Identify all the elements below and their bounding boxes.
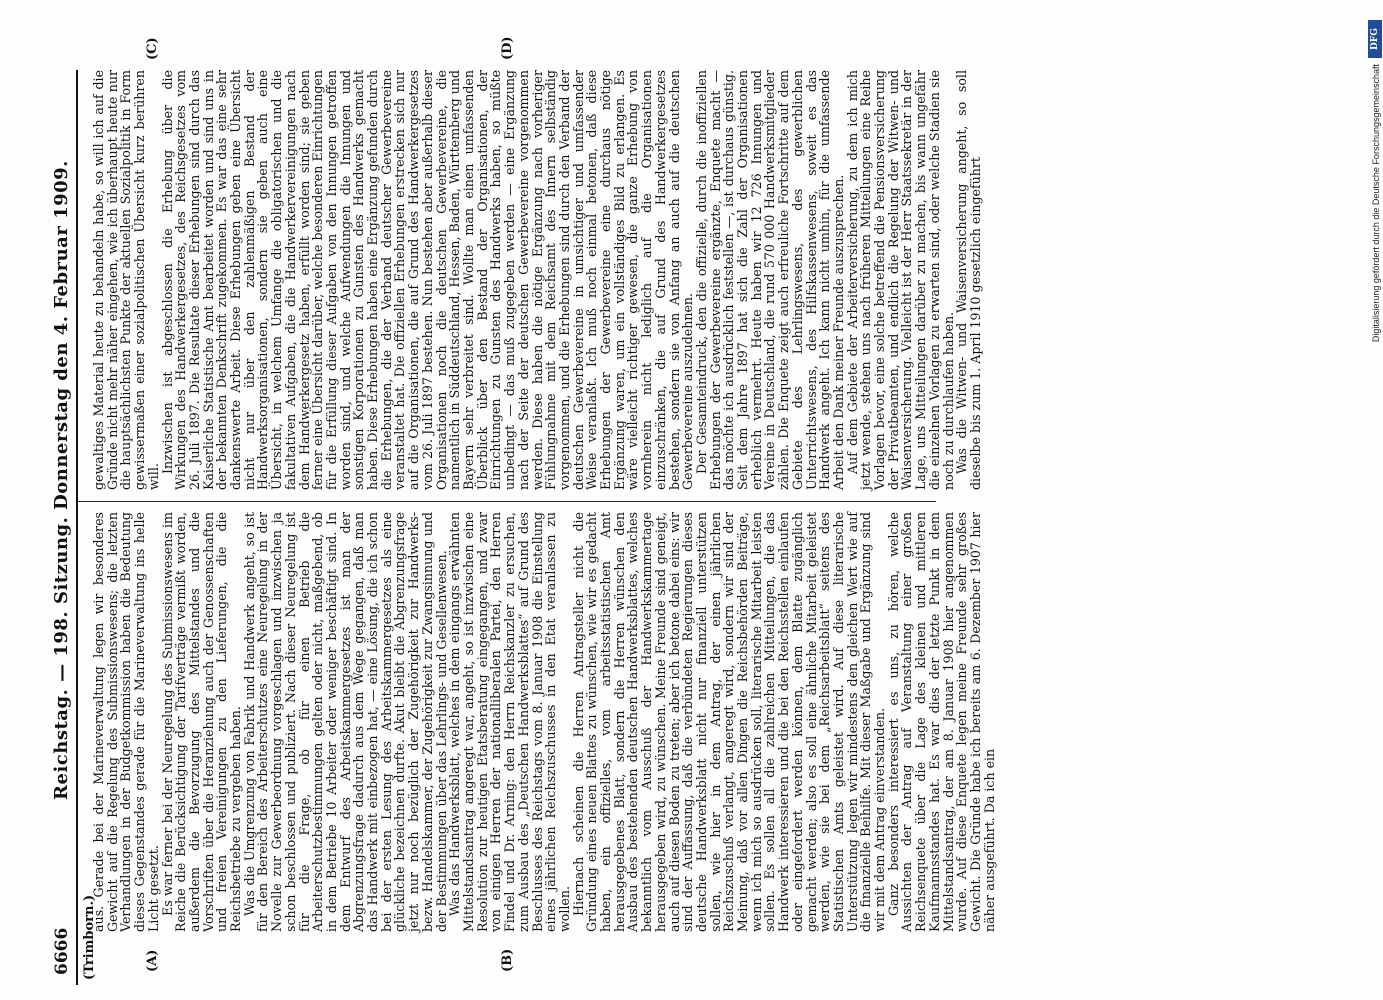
right-column xyxy=(91,70,983,490)
margin-marker-d: (D) xyxy=(500,36,515,60)
credit-text: Digitalisierung gefördert durch die Deutsche Forschungsgemeinschaft xyxy=(1371,64,1381,343)
paragraph: Der Gesamteindruck, den die offizielle, durch die inoffiziellen Erhebungen der Gewerbevereine ergänzte, Enquete macht — das möchte ich ausdrücklich feststellen —, ist durchaus günstig. Seit dem Jahre 1897 hat sich die Zahl der Organisationen erheblich vermehrt. Heute haben wir 12 726 Innungen und Vereine in Deutschland, die rund 570 000 Handwerksmitglieder zählen. Die Enquete zeigt auch erfreuliche Fortschritte auf dem Gebiete des Lehrlingswesens, des gewerblichen Unterrichtswesens, des Hilfskassenwesens, soweit es das Handwerk angeht. Ich kann nicht umhin, für die umfassende Arbeit den Dank meiner Freunde auszusprechen. xyxy=(693,70,846,490)
paragraph: Es war ferner bei der Neuregelung des Submissionswesens im Reiche die Berücksichtigung der Tarifverträge vermißt worden, außerdem die Bevorzugung des Mittelstandes und die Vorschriften über die Heranziehung auch der Genossenschaften und freien Vereinigungen zu den Lieferungen, die die Reichsbetriebe zu vergeben haben. xyxy=(159,512,244,932)
speaker-label: (Trimborn.) xyxy=(82,894,97,980)
page-title: Reichstag. — 198. Sitzung. Donnerstag den 4. Februar 1909. xyxy=(51,160,72,800)
page-number: 6666 xyxy=(52,927,72,975)
paragraph: Was die Umgrenzung von Fabrik und Handwerk angeht, so ist für den Bereich des Arbeiterschutzes eine Neuregelung in der Novelle zur Gewerbeordnung vorgeschlagen und inzwischen ja schon beschlossen und publiziert. Nach dieser Neuregelung ist für die Frage, ob für einen Betrieb die Arbeiterschutzbestimmungen gelten oder nicht, maßgebend, ob in dem Betriebe 10 Arbeiter oder weniger beschäftigt sind. In dem Entwurf des Arbeitskammergesetzes ist man der Abgrenzungsfrage dadurch aus dem Wege gegangen, daß man das Handwerk mit einbezogen hat, — eine Lösung, die ich schon bei der ersten Lesung des Arbeitskammergesetzes als eine glückliche bezeichnen durfte. Akut bleibt die Abgrenzungsfrage jetzt nur noch bezüglich der Zugehörigkeit zur Handwerks- bezw. Handelskammer, der Zugehörigkeit zur Zwangsinnung und der Bestimmungen über das Lehrlings- und Gesellenwesen. xyxy=(241,512,449,932)
page-header xyxy=(42,70,78,985)
margin-marker-a: (A) xyxy=(145,949,160,972)
margin-marker-c: (C) xyxy=(145,37,160,60)
paragraph: Ganz besonders interessiert es uns, zu hören, welche Aussichten der Antrag auf Veranstaltung einer großen Reichsenquete über die Lage des kleinen und mittleren Kaufmannsstandes hat. Es war dies der letzte Punkt in dem Mittelstandsantrag, der am 8. Januar 1908 hier angenommen wurde. Auf diese Enquete legen meine Freunde sehr großes Gewicht. Die Gründe habe ich bereits am 6. Dezember 1907 hier näher ausgeführt. Da ich ein xyxy=(885,512,997,932)
digitization-credit xyxy=(1371,20,1381,1000)
paragraph: Inzwischen ist abgeschlossen die Erhebung über die Wirkungen des Handwerkergesetzes, des Reichsgesetzes vom 26. Juli 1897. Die Resultate dieser Erhebungen sind durch das Kaiserliche Statistische Amt bearbeitet worden und sind uns in der bekannten Denkschrift zugekommen. Es war das eine sehr dankenswerte Arbeit. Diese Erhebungen geben eine Übersicht nicht nur über den zahlenmäßigen Bestand der Handwerksorganisationen, sondern sie geben auch eine Übersicht, in welchem Umfange die obligatorischen und die fakultativen Aufgaben, die die Handwerkervereinigungen nach dem Handwerkergesetz haben, erfüllt worden sind; sie geben ferner eine Übersicht darüber, welche besonderen Einrichtungen für die Erfüllung dieser Aufgaben von den Innungen getroffen worden sind, und welche Aufwendungen die Innungen und sonstigen Korporationen zu Gunsten des Handwerks gemacht haben. Diese Erhebungen haben eine Ergänzung gefunden durch die Erhebungen, die der Verband deutscher Gewerbevereine veranstaltet hat. Die offiziellen Erhebungen erstrecken sich nur auf die Organisationen, die auf Grund des Handwerkergesetzes vom 26. Juli 1897 bestehen. Nun bestehen aber außerhalb dieser Organisationen noch die deutschen Gewerbevereine, die namentlich in Süddeutschland, Hessen, Baden, Württemberg und Bayern sehr verbreitet sind. Wollte man einen umfassenden Überblick über den Bestand der Organisationen, der Einrichtungen zu Gunsten des Handwerks haben, so müßte unbedingt — das muß zugegeben werden — eine Ergänzung nach der Seite der deutschen Gewerbevereine vorgenommen werden. Diese haben die nötige Ergänzung nach vorheriger Fühlungnahme mit dem Reichsamt des Innern selbständig vorgenommen, und die Erhebungen sind durch den Verband der deutschen Gewerbevereine in umsichtiger und umfassender Weise veranlaßt. Ich muß noch einmal betonen, daß diese Erhebungen der Gewerbevereine eine durchaus nötige Ergänzung waren, um ein vollständiges Bild zu erlangen. Es wäre vielleicht richtiger gewesen, die ganze Erhebung von vornherein nicht lediglich auf die Organisationen einzuschränken, die auf Grund des Handwerkergesetzes bestehen, sondern sie von Anfang an auch auf die deutschen Gewerbevereine auszudehnen. xyxy=(159,70,696,490)
dfg-logo: DFG xyxy=(1368,20,1382,58)
paragraph: gewaltiges Material heute zu behandeln habe, so will ich auf die Gründe nicht mehr näher eingehen, wie ich überhaupt heute nur die hauptsächlichsten Punkte der aktuellen Sozialpolitik in Form gewissermaßen einer sozialpolitischen Übersicht kurz berühren will. xyxy=(91,70,161,490)
paragraph: aus. Gerade bei der Marineverwaltung legen wir besonderes Gewicht auf die Regelung des Submissionswesens; die letzten Verhandlungen in der Budgetkommission haben die Bedeutung dieses Gegenstandes gerade für die Marineverwaltung ins helle Licht gesetzt. xyxy=(91,512,161,932)
left-column xyxy=(91,512,997,932)
column-divider xyxy=(78,501,936,502)
paragraph: Hiernach scheinen die Herren Antragsteller nicht die Gründung eines neuen Blattes zu wünschen, wie wir es gedacht haben, ein offizielles, vom arbeitsstatistischen Amt herausgegebenes Blatt, sondern die Herren wünschen den Ausbau des bestehenden deutschen Handwerksblattes, welches bekanntlich vom Ausschuß der Handwerkskammertage herausgegeben wird, zu wünschen. Meine Freunde sind geneigt, auch auf diesen Boden zu treten; aber ich betone dabei eins: wir sind der Auffassung, daß die verbündeten Regierungen dieses deutsche Handwerksblatt nicht nur finanziell unterstützen sollen, wie hier in dem Antrag, der einen jährlichen Reichszuschuß verlangt, angeregt wird, sondern wir sind der Meinung, daß vor allen Dingen die Reichsbehörden Beiträge, wenn ich mich so ausdrücken soll, literarische Mitarbeit leisten sollen. Es sollen all die zahlreichen Mitteilungen, die das Handwerk interessieren und die bei den Reichsstellen einlaufen oder eingefordert werden können, dem Blatte zugänglich gemacht werden; also es soll eine ähnliche Mitarbeit geleistet werden, wie sie bei dem „Reichsarbeitsblatt“ seitens des Statistischen Amts geleistet wird. Auf diese literarische Unterstützung legen wir mindestens den gleichen Wert wie auf die finanzielle Beihilfe. Mit dieser Maßgabe und Ergänzung sind wir mit dem Antrag einverstanden. xyxy=(570,512,888,932)
paragraph: Auf dem Gebiete der Arbeiterversicherung, zu dem ich mich jetzt wende, stehen uns nach früheren Mitteilungen eine Reihe Vorlagen bevor, eine solche betreffend die Pensionsversicherung der Privatbeamten, und endlich die Regelung der Witwen- und Waisenversicherung. Vielleicht ist der Herr Staatssekretär in der Lage, uns Mitteilungen darüber zu machen, bis wann ungefähr die einzelnen Vorlagen zu erwarten sind, oder welche Stadien sie noch zu durchlaufen haben. xyxy=(844,70,956,490)
paragraph: Was das Handwerksblatt, welches in dem eingangs erwähnten Mittelstandsantrag angeregt war, angeht, so ist inzwischen eine Resolution zur heutigen Etatsberatung eingegangen, und zwar von einigen Herren der nationalliberalen Partei, den Herren Findel und Dr. Arning: den Herrn Reichskanzler zu ersuchen, zum Ausbau des „Deutschen Handwerksblattes“ auf Grund des Beschlusses des Reichstags vom 8. Januar 1908 die Einstellung eines jährlichen Reichszuschusses in den Etat veranlassen zu wollen. xyxy=(447,512,572,932)
margin-marker-b: (B) xyxy=(500,948,515,972)
paragraph: Was die Witwen- und Waisenversicherung angeht, so soll dieselbe bis zum 1. April 1910 gesetzlich eingeführt xyxy=(954,70,983,490)
